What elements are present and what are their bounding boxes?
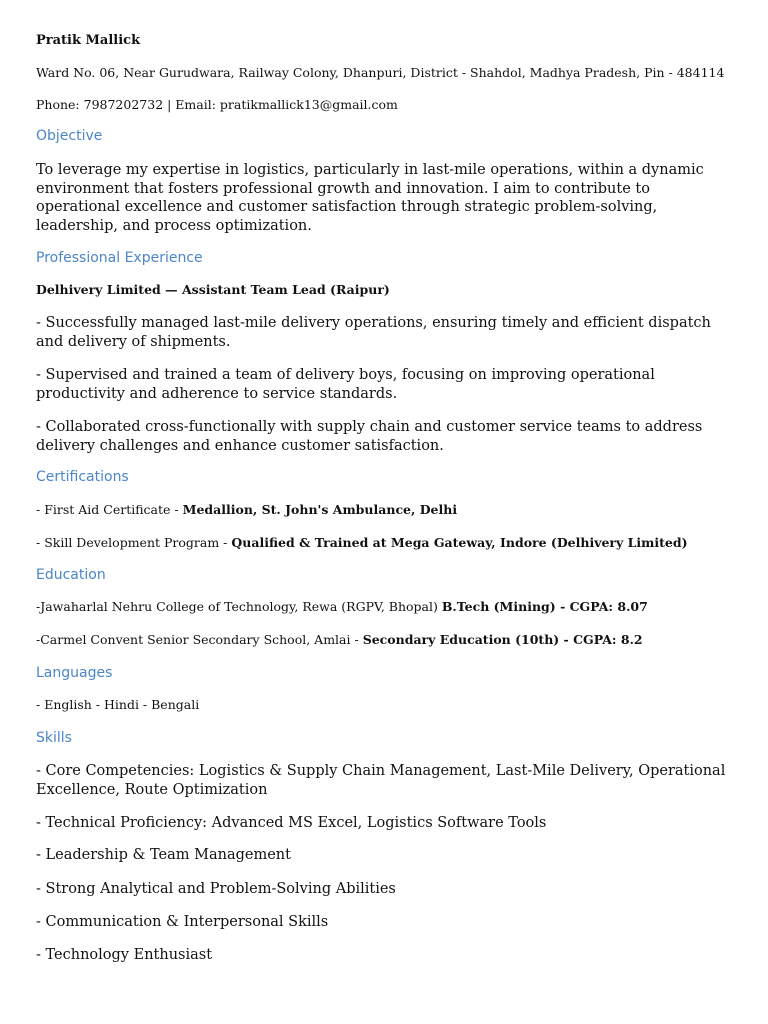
- skill-item: - Technology Enthusiast: [36, 947, 213, 963]
- skills-heading: Skills: [36, 730, 72, 746]
- languages-heading: Languages: [36, 665, 113, 681]
- education-heading: Education: [36, 567, 106, 583]
- skill-item: - Communication & Interpersonal Skills: [36, 914, 329, 930]
- skill-item: - Technical Proficiency: Advanced MS Excel, Logistics Software Tools: [36, 815, 547, 831]
- objective-heading: Objective: [36, 128, 103, 144]
- job-title: Delhivery Limited — Assistant Team Lead (Raipur): [36, 282, 390, 297]
- certification-item: [36, 502, 728, 518]
- education-label: -Jawaharlal Nehru College of Technology, Rewa (RGPV, Bhopal): [36, 599, 442, 614]
- certifications-heading: Certifications: [36, 469, 129, 485]
- contact-info: Phone: 7987202732 | Email: pratikmallick13@gmail.com: [36, 97, 398, 112]
- education-detail: B.Tech (Mining) - CGPA: 8.07: [441, 599, 648, 614]
- certification-detail: Qualified & Trained at Mega Gateway, Indore (Delhivery Limited): [231, 535, 688, 550]
- education-label: -Carmel Convent Senior Secondary School, Amlai -: [36, 632, 363, 647]
- address: Ward No. 06, Near Gurudwara, Railway Colony, Dhanpuri, District - Shahdol, Madhya Pradesh, Pin - 484114: [36, 65, 725, 80]
- experience-heading: Professional Experience: [36, 250, 203, 266]
- certification-detail: Medallion, St. John's Ambulance, Delhi: [182, 502, 458, 517]
- certification-label: - First Aid Certificate -: [36, 502, 183, 517]
- skill-item: - Core Competencies: Logistics & Supply Chain Management, Last-Mile Delivery, Operational Excellence, Route Optimization: [36, 763, 726, 798]
- certification-item: [36, 535, 728, 551]
- education-item: [36, 599, 728, 615]
- experience-bullet: - Successfully managed last-mile delivery operations, ensuring timely and efficient dispatch and delivery of shipments.: [36, 315, 711, 350]
- certification-label: - Skill Development Program -: [36, 535, 232, 550]
- education-detail: Secondary Education (10th) - CGPA: 8.2: [362, 632, 643, 647]
- experience-bullet: - Collaborated cross-functionally with supply chain and customer service teams to address delivery challenges and enhance customer satisfaction.: [36, 419, 703, 454]
- education-item: [36, 632, 728, 648]
- experience-bullet: - Supervised and trained a team of delivery boys, focusing on improving operational productivity and adherence to service standards.: [36, 367, 655, 402]
- skill-item: - Leadership & Team Management: [36, 847, 291, 863]
- languages-text: - English - Hindi - Bengali: [36, 697, 200, 712]
- candidate-name: Pratik Mallick: [36, 33, 141, 48]
- skill-item: - Strong Analytical and Problem-Solving Abilities: [36, 881, 396, 897]
- objective-text: To leverage my expertise in logistics, particularly in last-mile operations, within a dynamic environment that fosters professional growth and innovation. I aim to contribute to operational excellence and customer satisfaction through strategic problem-solving, leadership, and process optimization.: [36, 162, 704, 234]
